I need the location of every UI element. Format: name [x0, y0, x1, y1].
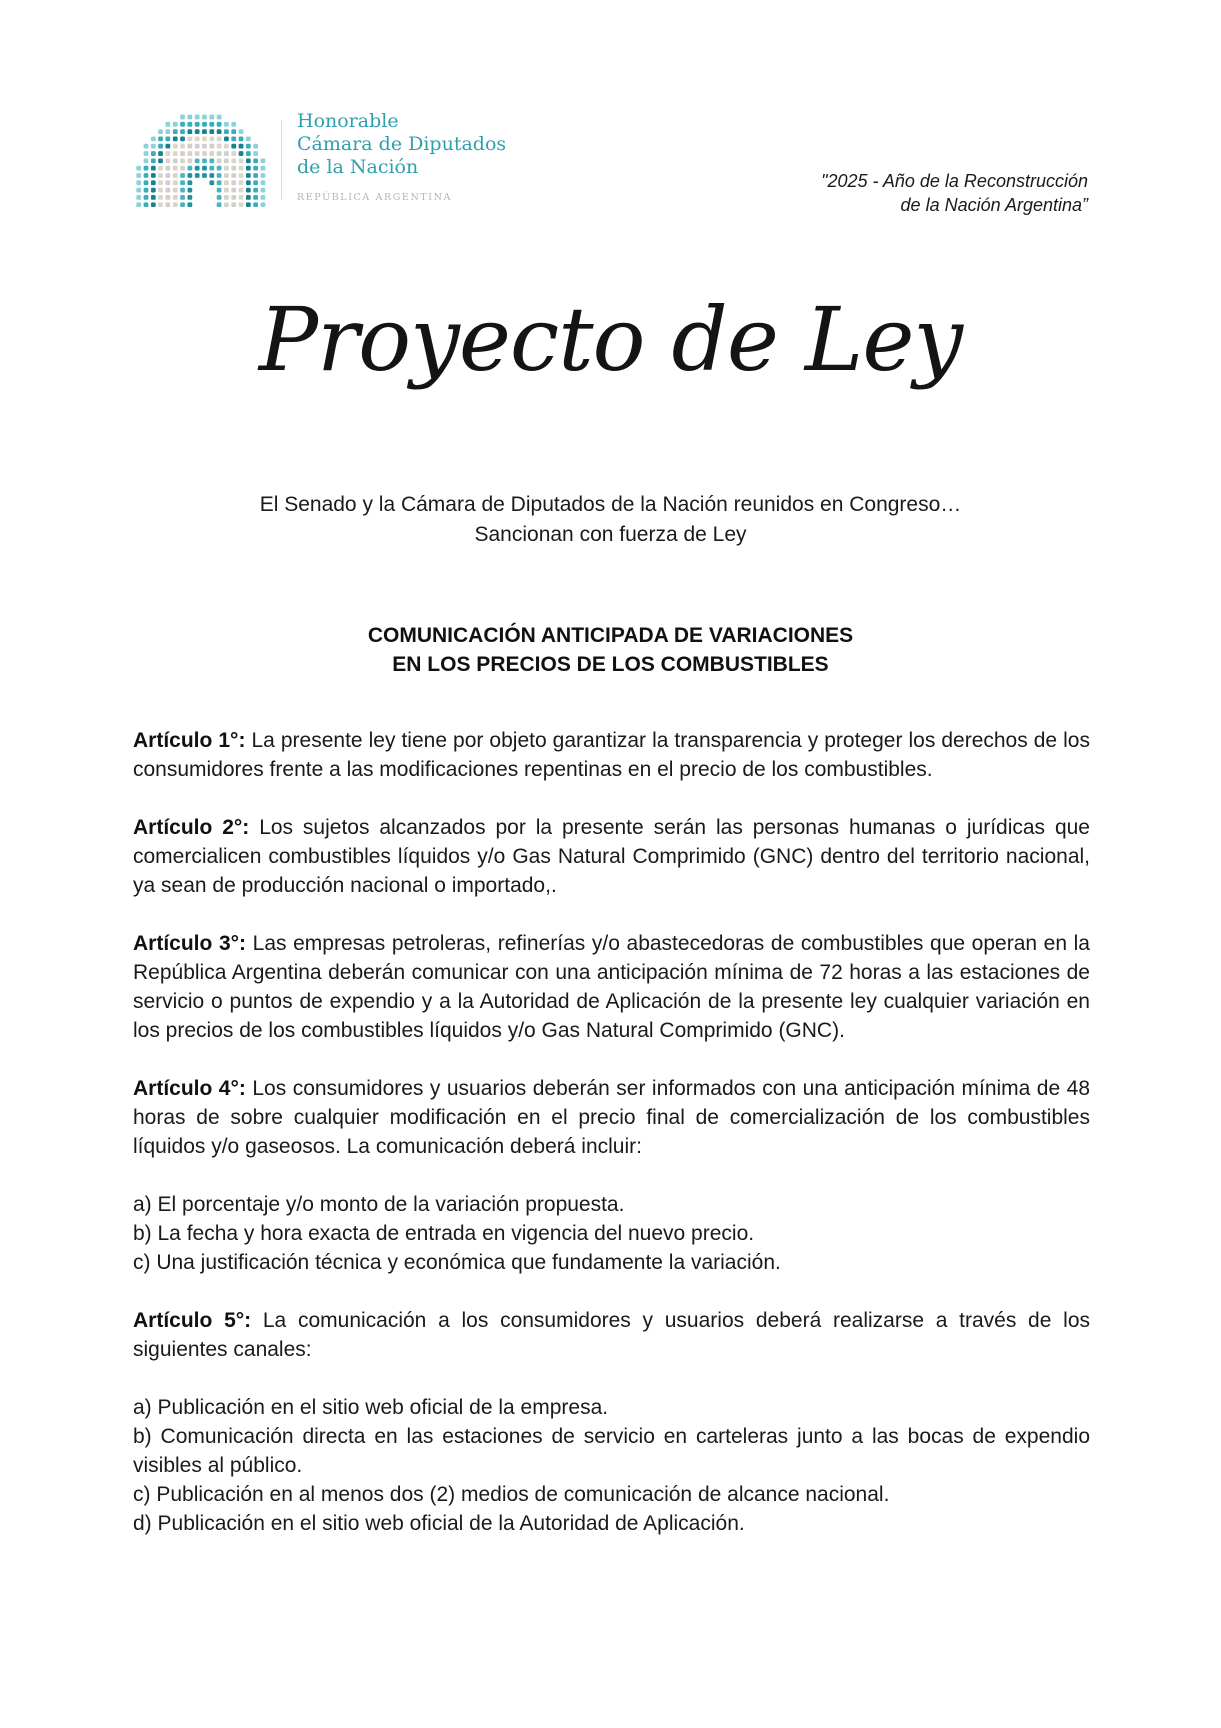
article-5-label: Artículo 5°:: [133, 1309, 252, 1332]
law-subject-line-1: COMUNICACIÓN ANTICIPADA DE VARIACIONES: [367, 624, 854, 647]
article-5-item-b: b) Comunicación directa en las estaciones de servicio en carteleras junto a las bocas de expendio visibles al público.: [133, 1425, 1090, 1477]
logo-line-3: de la Nación: [297, 156, 419, 178]
logo-subtitle: REPÚBLICA ARGENTINA: [297, 192, 453, 203]
dotted-arch-logo-icon: [135, 113, 269, 207]
preamble: [0, 490, 1221, 550]
article-2: [133, 813, 1090, 900]
article-1-text: La presente ley tiene por objeto garantizar la transparencia y proteger los derechos de los consumidores frente a las modificaciones repentinas en el precio de los combustibles.: [133, 729, 1090, 781]
law-subject-line-2: EN LOS PRECIOS DE LOS COMBUSTIBLES: [392, 653, 829, 676]
preamble-line-2: Sancionan con fuerza de Ley: [474, 523, 747, 546]
logo-wordmark: [297, 110, 506, 209]
logo-divider: [281, 120, 282, 200]
article-5-item-d: d) Publicación en el sitio web oficial de la Autoridad de Aplicación.: [133, 1512, 745, 1535]
articles-body: [133, 726, 1090, 1567]
article-1: [133, 726, 1090, 784]
logo-line-2: Cámara de Diputados: [297, 133, 507, 155]
article-5-item-c: c) Publicación en al menos dos (2) medios de comunicación de alcance nacional.: [133, 1483, 890, 1506]
article-4-text: Los consumidores y usuarios deberán ser informados con una anticipación mínima de 48 horas de sobre cualquier modificación en el precio final de comercialización de los combustibles líquidos y/o gaseosos. La comunicación deberá incluir:: [133, 1077, 1090, 1158]
document-title-script: Proyecto de Ley: [258, 288, 963, 391]
year-motto-line-2: de la Nación Argentina”: [900, 195, 1088, 215]
article-4-item-b: b) La fecha y hora exacta de entrada en vigencia del nuevo precio.: [133, 1222, 755, 1245]
article-4-item-a: a) El porcentaje y/o monto de la variación propuesta.: [133, 1193, 625, 1216]
article-5-item-a: a) Publicación en el sitio web oficial de la empresa.: [133, 1396, 609, 1419]
article-5-text: La comunicación a los consumidores y usuarios deberá realizarse a través de los siguientes canales:: [133, 1309, 1090, 1361]
article-4: [133, 1074, 1090, 1161]
article-3-text: Las empresas petroleras, refinerías y/o abastecedoras de combustibles que operan en la República Argentina deberán comunicar con una anticipación mínima de 72 horas a las estaciones de servicio o puntos de expendio y a la Autoridad de Aplicación de la presente ley cualquier variación en los precios de los combustibles líquidos y/o Gas Natural Comprimido (GNC).: [133, 932, 1090, 1042]
year-motto-line-1: "2025 - Año de la Reconstrucción: [821, 171, 1088, 191]
logo-line-1: Honorable: [297, 110, 399, 132]
article-4-item-c: c) Una justificación técnica y económica que fundamente la variación.: [133, 1251, 781, 1274]
article-4-label: Artículo 4°:: [133, 1077, 246, 1100]
article-4-list: [133, 1190, 1090, 1277]
article-2-text: Los sujetos alcanzados por la presente serán las personas humanas o jurídicas que comercialicen combustibles líquidos y/o Gas Natural Comprimido (GNC) dentro del territorio nacional, ya sean de producción nacional o importado,.: [133, 816, 1090, 897]
law-subject-heading: [0, 621, 1221, 679]
article-3-label: Artículo 3°:: [133, 932, 247, 955]
article-5: [133, 1306, 1090, 1364]
article-3: [133, 929, 1090, 1045]
chamber-logo: [135, 110, 506, 209]
article-1-label: Artículo 1°:: [133, 729, 246, 752]
article-5-list: [133, 1393, 1090, 1538]
article-2-label: Artículo 2°:: [133, 816, 250, 839]
year-motto: [821, 169, 1088, 217]
preamble-line-1: El Senado y la Cámara de Diputados de la Nación reunidos en Congreso…: [259, 493, 962, 516]
